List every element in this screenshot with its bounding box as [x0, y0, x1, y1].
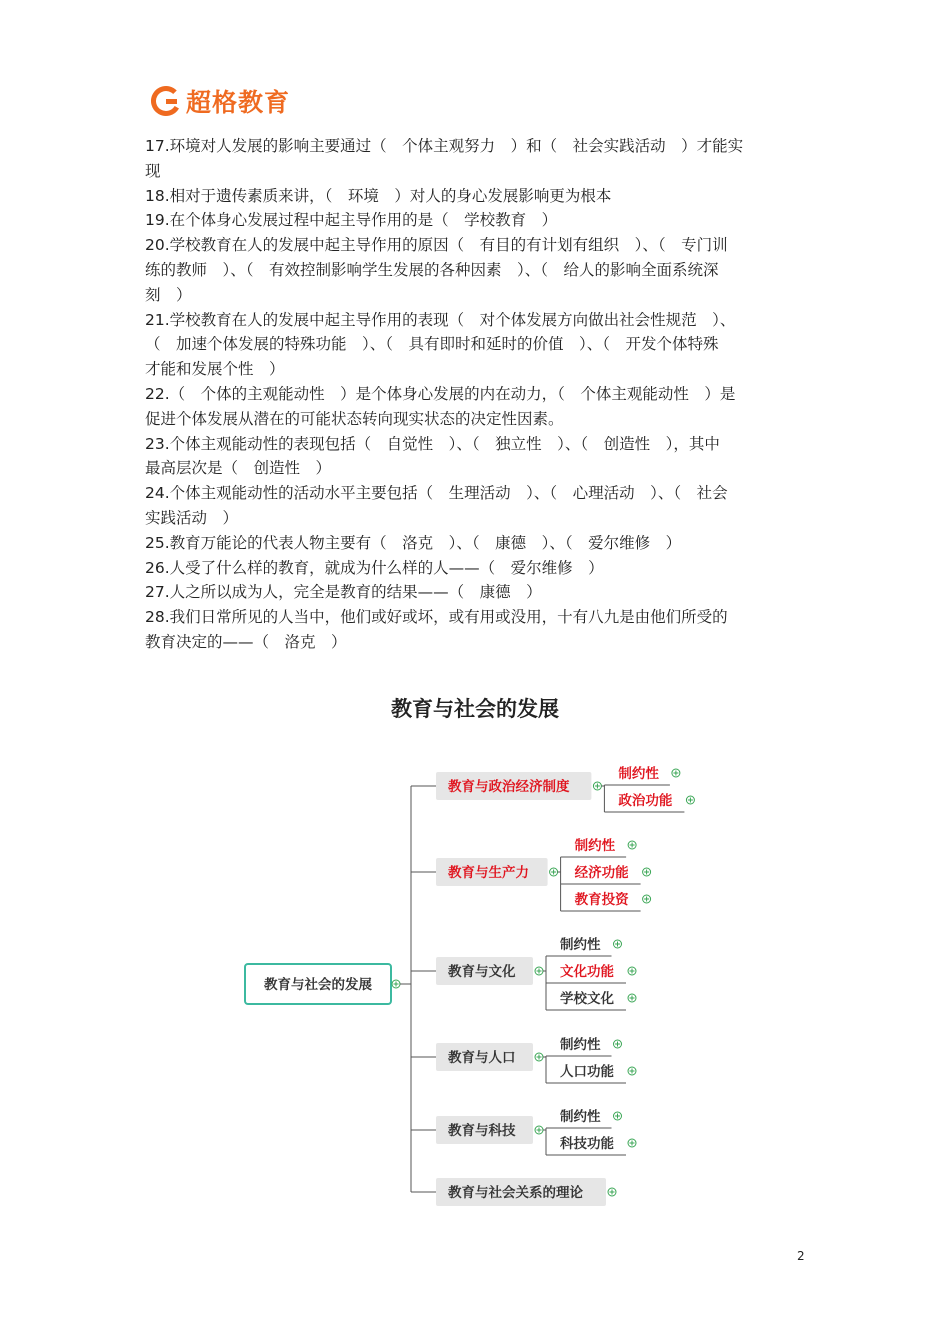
section-title: 教育与社会的发展 — [391, 697, 559, 721]
logo-text: 超格教育 — [186, 88, 291, 117]
child-label: 经济功能 — [574, 865, 629, 881]
branch-label: 教育与政治经济制度 — [448, 779, 570, 795]
list-item: 20.学校教育在人的发展中起主导作用的原因（ 有目的有计划有组织 ）、（ 专门训 练的教师 ）、（ 有效控制影响学生发展的各种因素 ）、（ 给人的影响全面系统深 刻 ） — [145, 236, 728, 304]
branch-label: 教育与文化 — [448, 964, 516, 980]
child-label: 政治功能 — [618, 793, 673, 809]
child-label: 文化功能 — [560, 964, 614, 980]
list-item: 24.个体主观能动性的活动水平主要包括（ 生理活动 ）、（ 心理活动 ）、（ 社会 实践活动 ） — [145, 484, 728, 527]
child-label: 制约性 — [618, 766, 659, 782]
page-number: 2 — [797, 1249, 805, 1263]
list-item: 17.环境对人发展的影响主要通过（ 个体主观努力 ）和（ 社会实践活动 ）才能实 现 — [145, 137, 744, 180]
branch-label: 教育与科技 — [448, 1123, 516, 1139]
list-item: 23.个体主观能动性的表现包括（ 自觉性 ）、（ 独立性 ）、（ 创造性 ），其中 最高层次是（ 创造性 ） — [145, 434, 720, 478]
branch-label: 教育与人口 — [448, 1050, 516, 1066]
root-label: 教育与社会的发展 — [264, 977, 372, 993]
child-label: 教育投资 — [574, 892, 629, 908]
child-label: 制约性 — [560, 1109, 601, 1125]
child-label: 制约性 — [574, 838, 616, 854]
child-label: 科技功能 — [560, 1136, 614, 1152]
list-item: 25.教育万能论的代表人物主要有（ 洛克 ）、（ 康德 ）、（ 爱尔维修 ） — [145, 533, 682, 552]
child-label: 学校文化 — [560, 991, 614, 1007]
list-item: 28.我们日常所见的人当中，他们或好或坏，或有用或没用，十有八九是由他们所受的 教育决定的——（ 洛克 ） — [145, 608, 728, 651]
list-item: 22.（ 个体的主观能动性 ）是个体身心发展的内在动力，（ 个体主观能动性 ）是 促进个体发展从潜在的可能状态转向现实状态的决定性因素。 — [145, 384, 736, 428]
child-label: 制约性 — [560, 937, 601, 953]
branch-label: 教育与生产力 — [448, 865, 529, 881]
list-item: 19.在个体身心发展过程中起主导作用的是（ 学校教育 ） — [145, 211, 558, 230]
list-item: 27.人之所以成为人，完全是教育的结果——（ 康德 ） — [145, 583, 542, 602]
branch-label: 教育与社会关系的理论 — [448, 1185, 583, 1201]
list-item: 26.人受了什么样的教育，就成为什么样的人——（ 爱尔维修 ） — [145, 558, 604, 577]
list-item: 21.学校教育在人的发展中起主导作用的表现（ 对个体发展方向做出社会性规范 ）、 （ 加速个体发展的特殊功能 ）、（ 具有即时和延时的价值 ）、（ 开发个体特殊 才能和发展个性 ） — [145, 310, 736, 379]
list-item: 18.相对于遗传素质来讲，（ 环境 ）对人的身心发展影响更为根本 — [145, 186, 612, 205]
child-label: 制约性 — [560, 1037, 601, 1053]
child-label: 人口功能 — [560, 1064, 614, 1080]
